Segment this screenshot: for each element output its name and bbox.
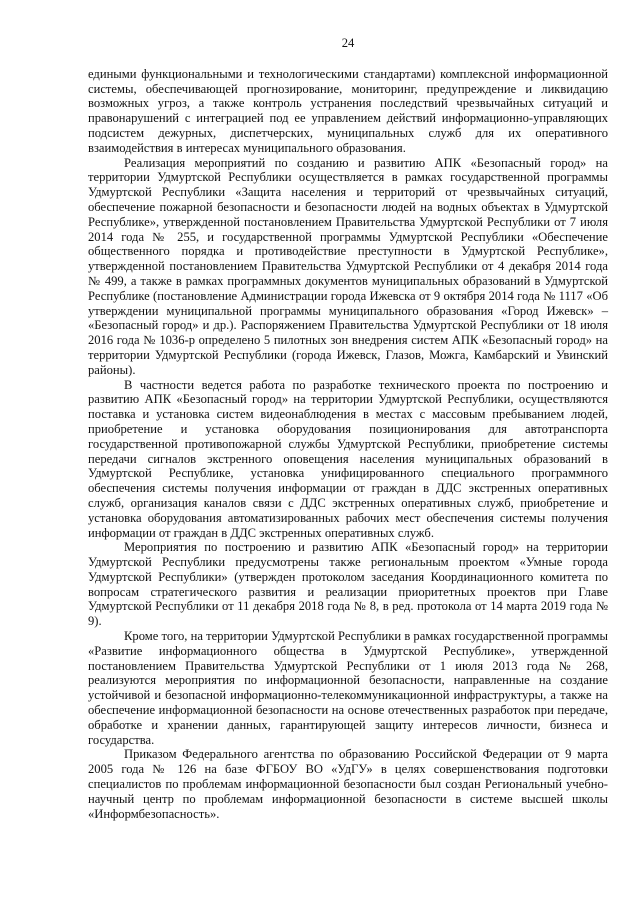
page-number: 24 [341, 36, 355, 50]
paragraph: В частности ведется работа по разработке технического проекта по построению и развитию АПК «Безопасный город» на территории Удмуртской Республики, осуществляются поставка и установка систем видеонаблюдения в местах с массовым пребыванием людей, приобретение и установка оборудования позиционирования для автотранспорта государственной противопожарной службы Удмуртской Республики, приобретение системы передачи сигналов экстренного оповещения населения муниципальных образований в Удмуртской Республике, установка унифицированного специального программного обеспечения системы получения информации от граждан в ДДС экстренных оперативных служб, организация каналов связи с ДДС экстренных оперативных служб, приобретение и установка оборудования автоматизированных рабочих мест обеспечения системы получения информации от граждан в ДДС экстренных оперативных служб. [88, 377, 608, 540]
document-page [88, 36, 608, 821]
paragraph: Мероприятия по построению и развитию АПК «Безопасный город» на территории Удмуртской Республики предусмотрены также региональным проектом «Умные города Удмуртской Республики» (утвержден протоколом заседания Координационного комитета по вопросам стратегического развития и реализации приоритетных проектов при Главе Удмуртской Республики от 11 декабря 2018 года № 8, в ред. протокола от 14 марта 2019 года № 9). [88, 540, 608, 629]
paragraph: Приказом Федерального агентства по образованию Российской Федерации от 9 марта 2005 года № 126 на базе ФГБОУ ВО «УдГУ» в целях совершенствования подготовки специалистов по проблемам информационной безопасности был создан Региональный учебно-научный центр по проблемам информационной безопасности в системе высшей школы «Информбезопасность». [88, 747, 608, 821]
paragraph: Реализация мероприятий по созданию и развитию АПК «Безопасный город» на территории Удмуртской Республики осуществляется в рамках государственной программы Удмуртской Республики «Защита населения и территорий от чрезвычайных ситуаций, обеспечение пожарной безопасности и безопасности людей на водных объектах в Удмуртской Республике», утвержденной постановлением Правительства Удмуртской Республики от 7 июля 2014 года № 255, и государственной программы Удмуртской Республики «Обеспечение общественного порядка и противодействие преступности в Удмуртской Республике», утвержденной постановлением Правительства Удмуртской Республики от 4 декабря 2014 года № 499, а также в рамках программных документов муниципальных образований в Удмуртской Республике (постановление Администрации города Ижевска от 9 октября 2014 года № 1117 «Об утверждении муниципальной программы муниципального образования «Город Ижевск» – «Безопасный город» и др.). Распоряжением Правительства Удмуртской Республики от 18 июля 2016 года № 1036-р определено 5 пилотных зон внедрения систем АПК «Безопасный город» на территории Удмуртской Республики (города Ижевск, Глазов, Можга, Камбарский и Увинский районы). [88, 155, 608, 377]
paragraph: Кроме того, на территории Удмуртской Республики в рамках государственной программы «Развитие информационного общества в Удмуртской Республике», утвержденной постановлением Правительства Удмуртской Республики от 1 июля 2013 года № 268, реализуются мероприятия по информационной безопасности, направленные на создание устойчивой и безопасной информационно-телекоммуникационной инфраструктуры, а также на обеспечение информационной безопасности на основе отечественных разработок при передаче, обработке и хранении данных, гарантирующей защиту интересов личности, бизнеса и государства. [88, 629, 608, 747]
paragraph: едиными функциональными и технологическими стандартами) комплексной информационной системы, обеспечивающей прогнозирование, мониторинг, предупреждение и ликвидацию возможных угроз, а также контроль устранения последствий чрезвычайных ситуаций и правонарушений с интеграцией под ее управлением действий информационно-управляющих подсистем дежурных, диспетчерских, муниципальных служб для их оперативного взаимодействия в интересах муниципального образования. [88, 66, 608, 155]
